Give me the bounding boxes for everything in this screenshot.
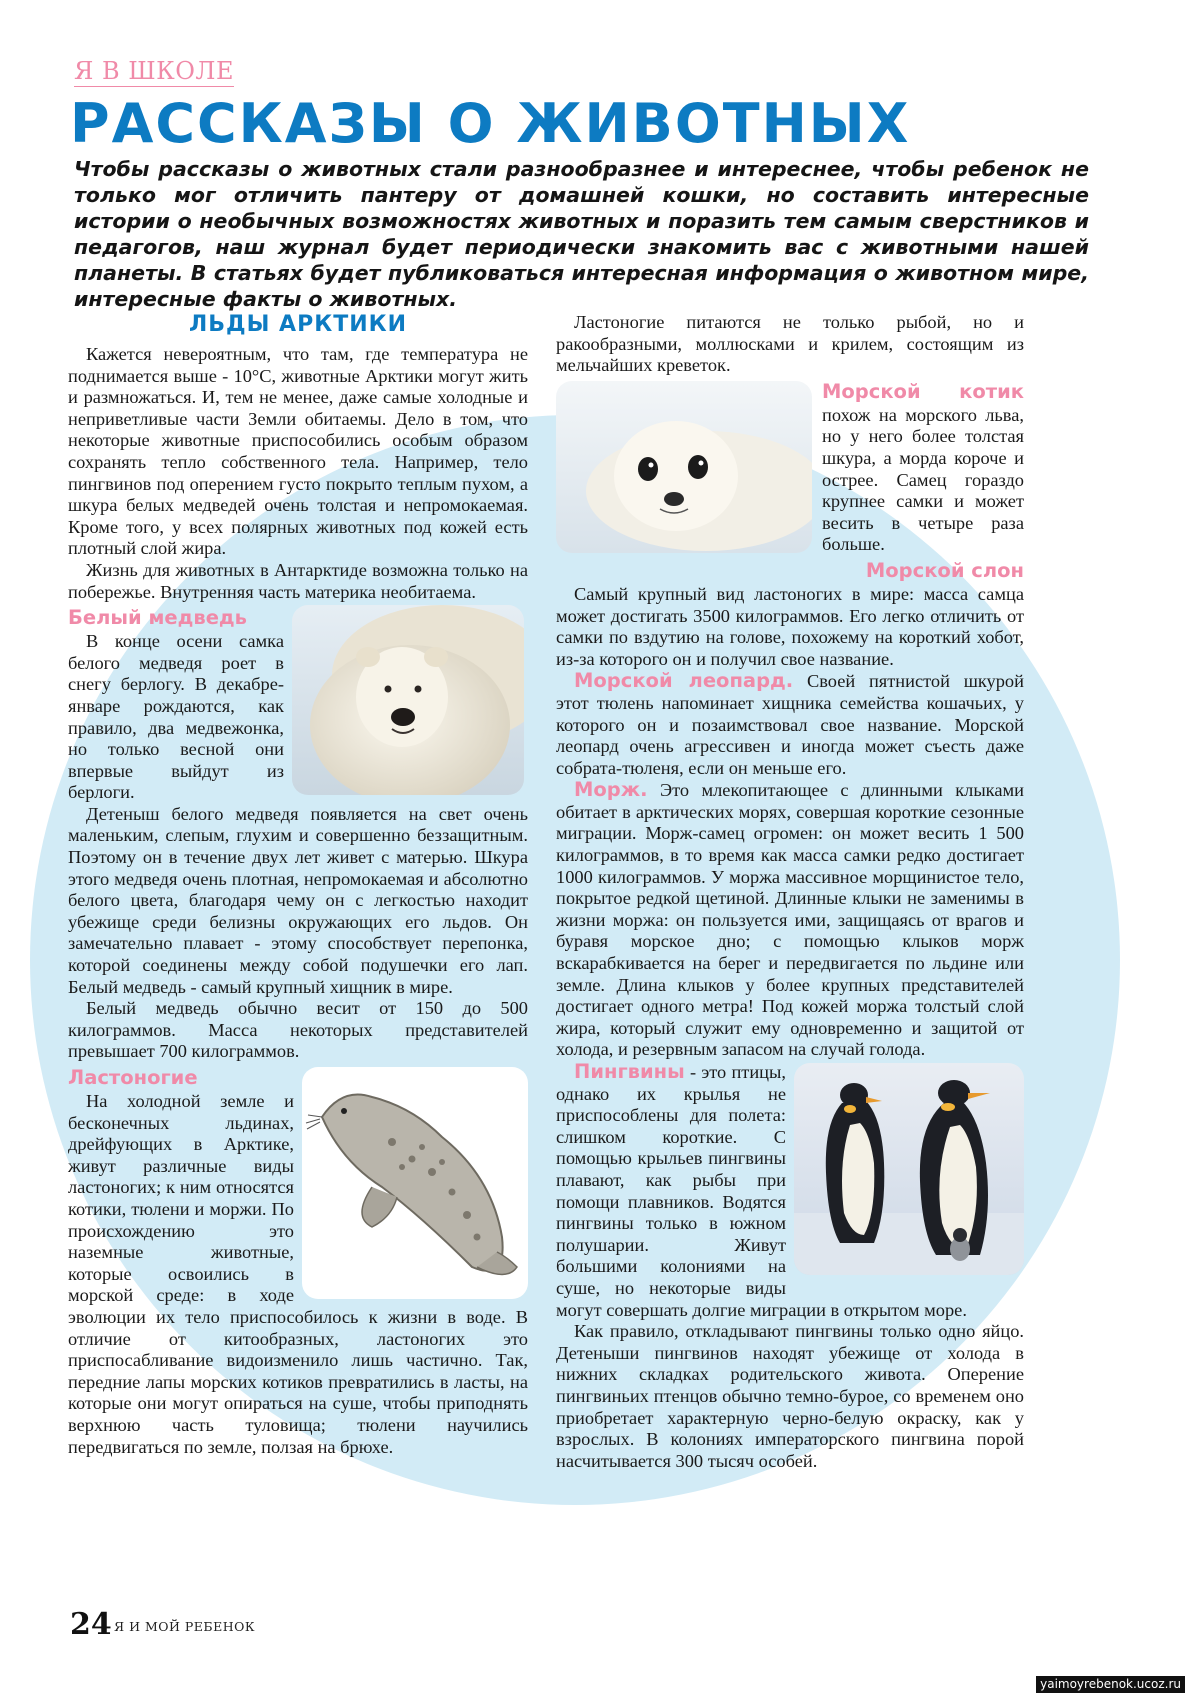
left-column <box>68 312 528 1458</box>
intro-paragraph: Чтобы рассказы о животных стали разнообразнее и интереснее, чтобы ребенок не только мог отличить пантеру от домашней кошки, но составить интересные истории о необычных возможностях животных и поразить тем самым сверстников и педагогов, наш журнал будет периодически знакомить вас с животными нашей планеты. В статьях будет публиковаться интересная информация о животном мире, интересные факты о животных. <box>74 157 1089 311</box>
rubric-label: Я В ШКОЛЕ <box>74 57 234 85</box>
subhead-polar-bear: Белый медведь <box>68 606 248 630</box>
seal-illustration <box>302 1067 528 1299</box>
magazine-name: Я И МОЙ РЕБЕНОК <box>114 1619 256 1634</box>
seal-pup-photo <box>556 381 812 553</box>
penguins-text: - это птицы, однако их крылья не приспособлены для полета: слишком короткие. С помощью крыльев пингвины плавают, как рыбы при помощи плавников. Водятся пингвины только в южном полушарии. Живут большими колониями на суше, но некоторые виды могут совершать долгие миграции в открытом море. <box>556 1062 967 1320</box>
penguins-paragraph-2: Как правило, откладывают пингвины только одно яйцо. Детеныши пингвинов находят убежище от холода в нижних складках родительского живота. Оперение пингвиньих птенцов обычно темно-бурое, со временем оно приобретает характерную черно-белую окраску, как у взрослых. В колониях императорского пингвина порой насчитывается 300 тысяч особей. <box>556 1321 1024 1471</box>
pinnipeds-diet-paragraph: Ластоногие питаются не только рыбой, но и ракообразными, моллюсками и крилем, состоящим из мельчайших креветок. <box>556 312 1024 376</box>
arctic-paragraph-1: Кажется невероятным, что там, где температура не поднимается выше - 10°С, животные Арктики могут жить и размножаться. И, тем не менее, даже самые холодные и неприветливые части Земли обитаемы. Дело в том, что некоторые животные приспособились особым образом сохранять тепло собственного тела. Например, тело пингвинов под оперением густо покрыто теплым пухом, а шкура белых медведей очень толстая и непромокаемая. Кроме того, у всех полярных животных под кожей есть плотный слой жира. <box>68 344 528 559</box>
walrus-text: Это млекопитающее с длинными клыками обитает в арктических морях, совершая короткие сезонные миграции. Морж-самец огромен: он может весить 1 500 килограммов, в то время как масса самки редко достигает 1000 килограммов. У моржа массивное морщинистое тело, покрытое редкой щетиной. Длинные клыки не заменимы в жизни моржа: он пользуется ими, защищаясь от врагов и буравя морское дно; с помощью клыков морж вскарабкивается на берег и передвигается по льдине или земле. Длина клыков у более крупных представителей достигает одного метра! Под кожей моржа толстый слой жира, который служит ему одновременно и защитой от холода, и резервным запасом на случай голода. <box>556 780 1024 1060</box>
polar-bear-paragraph-2: Детеныш белого медведя появляется на свет очень маленьким, слепым, глухим и совершенно беззащитным. Поэтому он в течение двух лет живет с матерью. Шкура этого медведя очень плотная, непромокаемая и абсолютно белого цвета, благодаря чему он с легкостью находит убежище среди белизны окружающих его льдов. Он замечательно плавает - этому способствует перепонка, которой соединены между собой подушечки его лап. Белый медведь - самый крупный хищник в мире. <box>68 803 528 997</box>
right-column <box>556 312 1024 1472</box>
penguins-photo <box>794 1063 1024 1275</box>
polar-bear-paragraph-1: В конце осени самка белого медведя роет в снегу берлогу. В декабре-январе рождаются, как правило, два медвежонка, но только весной они впервые выйдут из берлоги. <box>68 631 284 803</box>
page-number: 24 <box>70 1607 112 1642</box>
subhead-penguins: Пингвины <box>574 1060 685 1083</box>
leopard-seal-text: Своей пятнистой шкурой этот тюлень напоминает хищника семейства кошачьих, у которого он и позаимствовал свое название. Морской леопард очень агрессивен и иногда может съесть даже собрата-тюленя, если он меньше его. <box>556 671 1024 778</box>
section-title-arctic-ice: ЛЬДЫ АРКТИКИ <box>188 312 408 337</box>
subhead-walrus: Морж. <box>574 778 648 802</box>
polar-bear-paragraph-3: Белый медведь обычно весит от 150 до 500 килограммов. Масса некоторых представителей превышает 700 килограммов. <box>68 998 528 1062</box>
subhead-fur-seal: Морской котик <box>822 379 1024 403</box>
elephant-seal-paragraph: Самый крупный вид ластоногих в мире: масса самца может достигать 3500 килограммов. Его легко отличить от самки по вздутию на голове, похожему на короткий хобот, из-за которого он и получил свое название. <box>556 583 1024 669</box>
page-title: РАССКАЗЫ О ЖИВОТНЫХ <box>70 92 911 155</box>
polar-bear-photo <box>292 605 524 795</box>
subhead-pinnipeds: Ластоногие <box>68 1066 198 1089</box>
site-watermark: yaimoyrebenok.ucoz.ru <box>1036 1676 1185 1693</box>
pinnipeds-paragraph: На холодной земле и бесконечных льдинах, дрейфующих в Арктике, живут различные виды ластоногих; к ним относятся котики, тюлени и моржи. По происхождению это наземные животные, которые освоились в морской среде: в ходе эволюции их тело приспособилось к жизни в воде. В отличие от китообразных, ластоногих это приспосабливание видоизменило лишь частично. Так, передние лапы морских котиков превратились в ласты, на которые они могут опираться на суше, чтобы приподнять верхнюю часть туловища; тюлени научились передвигаться по земле, ползая на брюхе. <box>68 1091 528 1457</box>
arctic-paragraph-2: Жизнь для животных в Антарктиде возможна только на побережье. Внутренняя часть материка необитаема. <box>68 559 528 602</box>
subhead-leopard-seal: Морской леопард. <box>574 669 794 693</box>
fur-seal-paragraph: похож на морского льва, но у него более толстая шкура, а морда короче и острее. Самец гораздо крупнее самки и может весить в четыре раза больше. <box>822 404 1024 555</box>
subhead-elephant-seal: Морской слон <box>865 558 1024 582</box>
